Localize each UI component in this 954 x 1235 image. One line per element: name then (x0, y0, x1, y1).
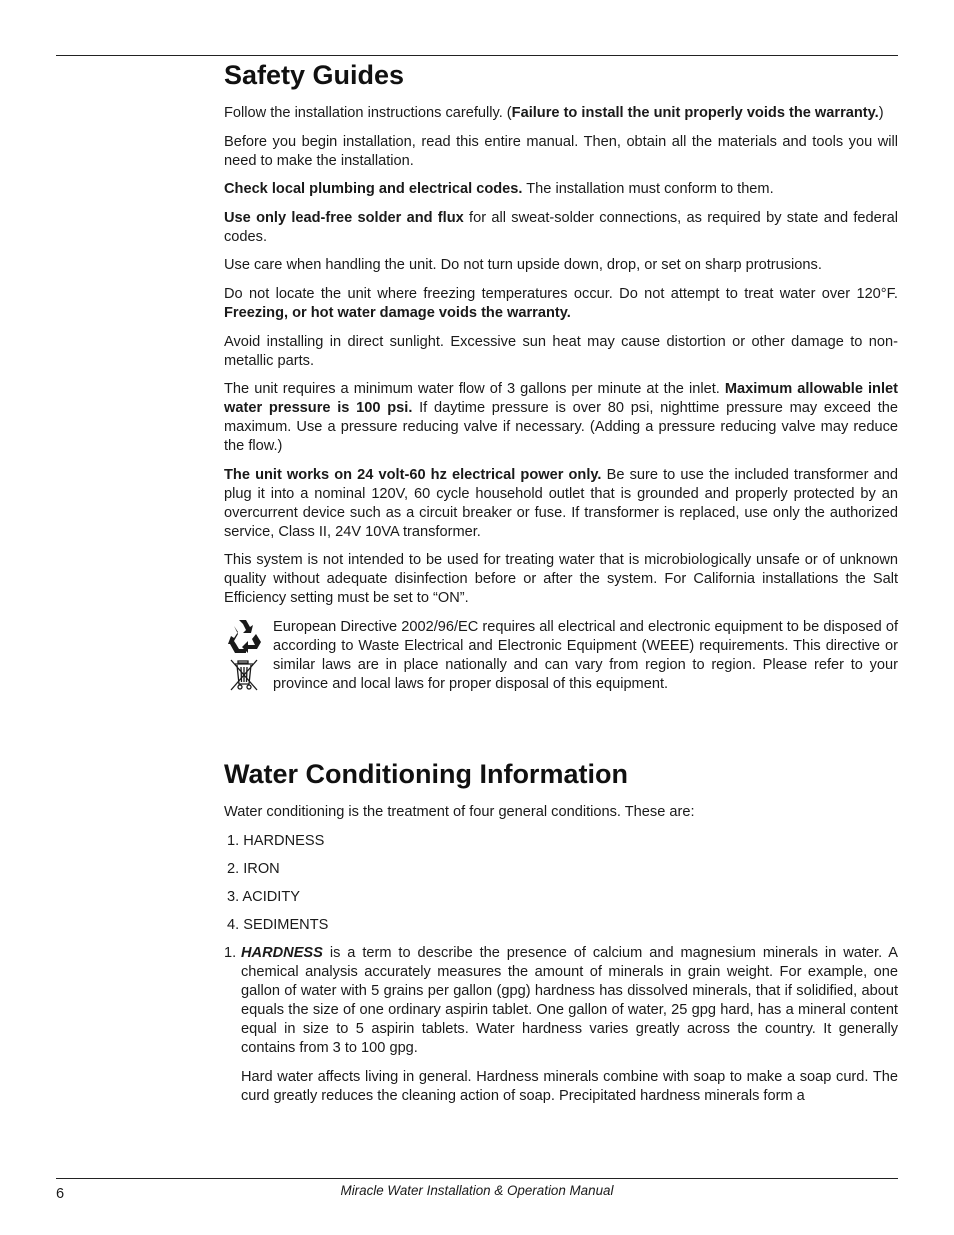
page-number: 6 (56, 1186, 65, 1202)
list-item: 2. IRON (227, 861, 280, 877)
weee-text: European Directive 2002/96/EC requires all electrical and electronic equipment to be disposed of according to Waste Electrical and Electronic Equipment (WEEE) requirements. This directive or similar laws are in place nationally and can vary from region to region. Please refer to your province and local laws for proper disposal of this equipment. (273, 618, 898, 692)
hardness-section (224, 944, 898, 1115)
hardness-paragraph-2: Hard water affects living in general. Hardness minerals combine with soap to make a soap curd. The curd greatly reduces the cleaning action of soap. Precipitated hardness minerals form a (241, 1068, 898, 1104)
safety-paragraph: Avoid installing in direct sunlight. Excessive sun heat may cause distortion or other damage to non-metallic parts. (224, 333, 898, 369)
safety-paragraph: The unit works on 24 volt-60 hz electrical power only. Be sure to use the included transformer and plug it into a nominal 120V, 60 cycle household outlet that is grounded and properly protected by an overcurrent device such as a circuit breaker or fuse. If transformer is replaced, use only the authorized service, Class II, 24V 10VA transformer. (224, 466, 899, 540)
safety-paragraph: Check local plumbing and electrical codes. The installation must conform to them. (224, 181, 774, 198)
hardness-paragraph: HARDNESS is a term to describe the presence of calcium and magnesium minerals in water. A chemical analysis accurately measures the amount of minerals in grain weight. For example, one gallon of water with 5 grains per gallon (gpg) hardness has dissolved minerals, that if solidified, about equals the size of one ordinary aspirin tablet. One gallon of water, 25 gpg hard, has a mineral content equal in size to 5 aspirin tablets. Water hardness varies greatly across the country. It generally contains from 3 to 100 gpg. (241, 945, 898, 1056)
section-title-water: Water Conditioning Information (224, 759, 628, 789)
header-rule (56, 55, 898, 56)
section-title-safety: Safety Guides (224, 60, 405, 90)
safety-paragraph: Do not locate the unit where freezing temperatures occur. Do not attempt to treat water over 120°F. Freezing, or hot water damage voids the warranty. (224, 285, 898, 321)
water-conditioning-section (224, 757, 898, 1115)
footer-rule (56, 1178, 898, 1179)
safety-guides-section (224, 58, 898, 694)
safety-paragraph: Follow the installation instructions carefully. (Failure to install the unit properly voids the warranty.) (224, 105, 884, 121)
water-intro: Water conditioning is the treatment of four general conditions. These are: (224, 804, 695, 820)
safety-paragraph: Use only lead-free solder and flux for all sweat-solder connections, as required by state and federal codes. (224, 209, 898, 245)
safety-paragraph: This system is not intended to be used for treating water that is microbiologically unsafe or of unknown quality without adequate disinfection before or after the system. For California installations the Salt Efficiency setting must be set to “ON”. (224, 552, 898, 607)
footer-manual-title: Miracle Water Installation & Operation Manual (340, 1183, 614, 1198)
weee-icons (224, 618, 273, 694)
list-item: 4. SEDIMENTS (227, 917, 329, 933)
recycle-icon (226, 618, 264, 654)
hardness-number: 1. (224, 945, 237, 961)
safety-paragraph: Before you begin installation, read this entire manual. Then, obtain all the materials and tools you will need to make the installation. (224, 133, 898, 169)
safety-paragraph: The unit requires a minimum water flow of 3 gallons per minute at the inlet. Maximum allowable inlet water pressure is 100 psi. If daytime pressure is over 80 psi, nighttime pressure may exceed the maximum. Use a pressure reducing valve if necessary. (Adding a pressure reducing valve may reduce the flow.) (224, 381, 898, 455)
weee-notice (224, 618, 898, 694)
list-item: 1. HARDNESS (227, 833, 325, 849)
list-item: 3. ACIDITY (227, 889, 300, 905)
safety-paragraph: Use care when handling the unit. Do not turn upside down, drop, or set on sharp protrusions. (224, 257, 822, 274)
crossed-bin-icon (229, 658, 259, 692)
